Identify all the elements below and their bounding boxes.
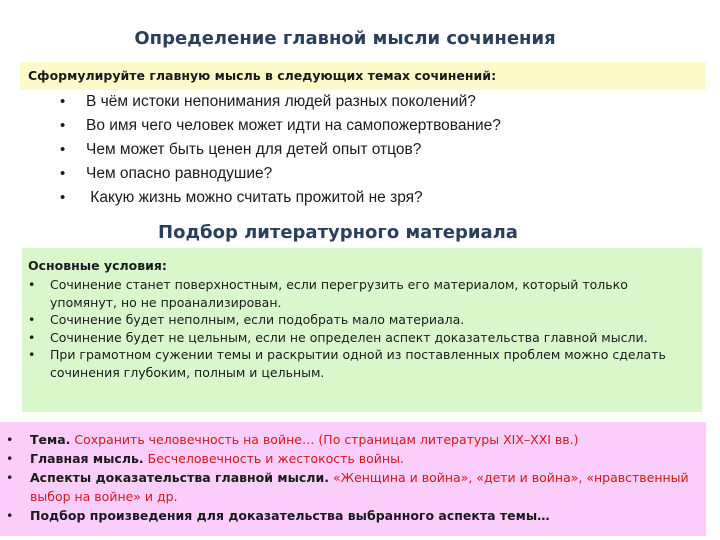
list-item: [28, 276, 692, 311]
condition-text: Сочинение будет не цельным, если не определен аспект доказательства главной мысли.: [50, 329, 648, 345]
condition-text: Сочинение будет неполным, если подобрать мало материала.: [50, 312, 465, 327]
bullet-icon: •: [60, 93, 66, 110]
condition-text: При грамотном сужении темы и раскрытии одной из поставленных проблем можно сделать сочинения глубоким, полным и цельным.: [50, 347, 666, 380]
item-label: Тема.: [30, 432, 71, 447]
bullet-icon: •: [60, 141, 66, 158]
bullet-icon: •: [28, 329, 36, 345]
question-text: Чем опасно равнодушие?: [86, 165, 273, 182]
list-item: [60, 138, 501, 162]
conditions-heading: Основные условия:: [28, 258, 167, 273]
instruction-banner: [20, 62, 706, 90]
conditions-list: [28, 276, 692, 381]
item-label: Аспекты доказательства главной мысли.: [30, 470, 329, 485]
list-item: [6, 430, 696, 449]
section-title-literature: Подбор литературного материала: [158, 222, 518, 243]
bullet-icon: •: [6, 470, 14, 485]
list-item: [60, 162, 501, 186]
bullet-icon: •: [60, 189, 66, 206]
condition-text: Сочинение станет поверхностным, если перегрузить его материалом, который только упомянут, но не проанализирован.: [50, 277, 628, 310]
bullet-icon: •: [60, 117, 66, 134]
question-text: Чем может быть ценен для детей опыт отцов?: [86, 141, 422, 158]
item-value: Сохранить человечность на войне… (По страницам литературы XIX–XXI вв.): [70, 432, 579, 447]
bullet-icon: •: [6, 508, 14, 523]
question-text: Во имя чего человек может идти на самопожертвование?: [86, 117, 501, 134]
section-title-main-idea: Определение главной мысли сочинения: [134, 28, 556, 49]
example-list: [6, 430, 696, 525]
bullet-icon: •: [60, 165, 66, 182]
list-item: [28, 311, 692, 329]
bullet-icon: •: [28, 277, 36, 292]
list-item: [60, 90, 501, 114]
item-label: Подбор произведения для доказательства выбранного аспекта темы…: [30, 508, 550, 523]
example-panel: [0, 422, 706, 536]
item-value: «Женщина и война», «дети и война», «нравственный выбор на войне» и др.: [30, 470, 689, 504]
instruction-text: Сформулируйте главную мысль в следующих темах сочинений:: [28, 68, 497, 83]
item-label: Главная мысль.: [30, 451, 144, 466]
question-text: Какую жизнь можно считать прожитой не зря?: [86, 189, 423, 206]
conditions-panel: [22, 248, 702, 412]
list-item: [28, 346, 692, 381]
bullet-icon: •: [6, 432, 14, 447]
question-text: В чём истоки непонимания людей разных поколений?: [86, 93, 476, 110]
list-item: [6, 449, 696, 468]
bullet-icon: •: [28, 347, 36, 362]
bullet-icon: •: [6, 451, 14, 466]
list-item: [60, 114, 501, 138]
item-value: Бесчеловечность и жестокость войны.: [143, 451, 404, 466]
bullet-icon: •: [28, 312, 36, 327]
list-item: [60, 186, 501, 210]
question-list: [60, 90, 501, 210]
list-item: [28, 329, 692, 347]
list-item: [6, 468, 696, 506]
list-item: [6, 506, 696, 525]
